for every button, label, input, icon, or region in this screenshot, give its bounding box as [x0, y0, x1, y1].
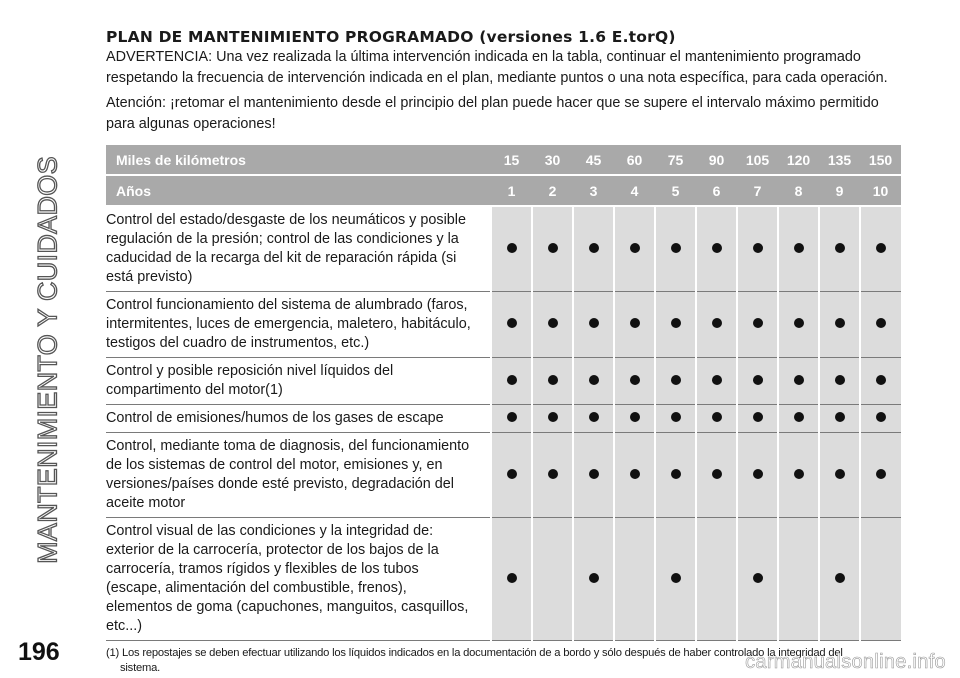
check-dot-icon: [835, 243, 845, 253]
check-dot-icon: [753, 469, 763, 479]
interval-cell: [696, 405, 737, 433]
check-dot-icon: [589, 573, 599, 583]
check-dot-icon: [835, 412, 845, 422]
check-dot-icon: [876, 469, 886, 479]
attention-paragraph: Atención: ¡retomar el mantenimiento desde el principio del plan puede hacer que se supere el intervalo máximo permitido para algunas operaciones!: [106, 95, 879, 132]
km-header-cell: 75: [655, 145, 696, 175]
interval-cell: [614, 518, 655, 641]
interval-cell: [860, 433, 901, 518]
year-header-cell: 8: [778, 175, 819, 206]
interval-cell: [696, 433, 737, 518]
interval-cell: [778, 206, 819, 292]
check-dot-icon: [835, 318, 845, 328]
interval-cell: [737, 518, 778, 641]
table-row: [106, 206, 901, 292]
interval-cell: [655, 405, 696, 433]
check-dot-icon: [507, 318, 517, 328]
page-content: [106, 28, 901, 676]
interval-cell: [819, 292, 860, 358]
check-dot-icon: [548, 412, 558, 422]
footnote-line-continued: sistema.: [120, 662, 161, 674]
check-dot-icon: [876, 412, 886, 422]
interval-cell: [614, 405, 655, 433]
check-dot-icon: [835, 573, 845, 583]
table-row: [106, 358, 901, 405]
year-header-cell: 10: [860, 175, 901, 206]
check-dot-icon: [753, 243, 763, 253]
km-header-cell: 120: [778, 145, 819, 175]
interval-cell: [737, 292, 778, 358]
km-header-cell: 135: [819, 145, 860, 175]
interval-cell: [491, 518, 532, 641]
interval-cell: [737, 358, 778, 405]
operation-text: Control funcionamiento del sistema de alumbrado (faros, intermitentes, luces de emergencia, maletero, habitáculo, testigos del cuadro de instrumentos, etc.): [106, 292, 491, 358]
km-header-label: Miles de kilómetros: [106, 145, 491, 175]
interval-cell: [655, 433, 696, 518]
check-dot-icon: [794, 469, 804, 479]
check-dot-icon: [507, 573, 517, 583]
interval-cell: [696, 358, 737, 405]
check-dot-icon: [835, 375, 845, 385]
interval-cell: [532, 405, 573, 433]
interval-cell: [532, 292, 573, 358]
interval-cell: [860, 405, 901, 433]
check-dot-icon: [589, 375, 599, 385]
interval-cell: [573, 206, 614, 292]
check-dot-icon: [671, 469, 681, 479]
check-dot-icon: [671, 412, 681, 422]
km-header-cell: 60: [614, 145, 655, 175]
interval-cell: [778, 433, 819, 518]
interval-cell: [737, 433, 778, 518]
interval-cell: [655, 206, 696, 292]
interval-cell: [532, 433, 573, 518]
interval-cell: [573, 518, 614, 641]
check-dot-icon: [671, 573, 681, 583]
check-dot-icon: [712, 469, 722, 479]
interval-cell: [532, 358, 573, 405]
check-dot-icon: [630, 469, 640, 479]
km-header-cell: 150: [860, 145, 901, 175]
check-dot-icon: [507, 243, 517, 253]
interval-cell: [737, 405, 778, 433]
footnote-line: (1) Los repostajes se deben efectuar utilizando los líquidos indicados en la documentación de a bordo y sólo después de haber controlado la integridad del: [106, 647, 843, 659]
years-header-row: [106, 175, 901, 206]
check-dot-icon: [630, 243, 640, 253]
interval-cell: [819, 433, 860, 518]
year-header-cell: 2: [532, 175, 573, 206]
maintenance-table: [106, 145, 901, 641]
check-dot-icon: [753, 375, 763, 385]
check-dot-icon: [589, 318, 599, 328]
year-header-cell: 9: [819, 175, 860, 206]
watermark: carmanualsonline.info: [745, 651, 946, 673]
interval-cell: [614, 433, 655, 518]
operation-text: Control de emisiones/humos de los gases de escape: [106, 405, 491, 433]
year-header-cell: 3: [573, 175, 614, 206]
section-side-tab: MANTENIMIENTO Y CUIDADOS: [32, 156, 63, 564]
check-dot-icon: [507, 375, 517, 385]
interval-cell: [819, 518, 860, 641]
interval-cell: [778, 358, 819, 405]
interval-cell: [655, 518, 696, 641]
interval-cell: [614, 206, 655, 292]
interval-cell: [655, 292, 696, 358]
interval-cell: [491, 405, 532, 433]
interval-cell: [819, 358, 860, 405]
year-header-cell: 7: [737, 175, 778, 206]
check-dot-icon: [548, 318, 558, 328]
interval-cell: [573, 405, 614, 433]
check-dot-icon: [630, 318, 640, 328]
km-header-cell: 45: [573, 145, 614, 175]
check-dot-icon: [589, 243, 599, 253]
interval-cell: [696, 206, 737, 292]
km-header-cell: 90: [696, 145, 737, 175]
check-dot-icon: [794, 318, 804, 328]
interval-cell: [573, 358, 614, 405]
check-dot-icon: [876, 318, 886, 328]
check-dot-icon: [671, 375, 681, 385]
check-dot-icon: [507, 469, 517, 479]
interval-cell: [696, 518, 737, 641]
check-dot-icon: [753, 412, 763, 422]
operation-text: Control, mediante toma de diagnosis, del funcionamiento de los sistemas de control del motor, emisiones y, en versiones/países donde esté previsto, degradación del aceite motor: [106, 433, 491, 518]
check-dot-icon: [548, 469, 558, 479]
check-dot-icon: [794, 412, 804, 422]
interval-cell: [778, 292, 819, 358]
km-header-cell: 105: [737, 145, 778, 175]
check-dot-icon: [753, 573, 763, 583]
check-dot-icon: [835, 469, 845, 479]
warning-paragraph: ADVERTENCIA: Una vez realizada la última intervención indicada en la tabla, continuar el mantenimiento programado respetando la frecuencia de intervención indicada en el plan, mediante puntos o una nota específica, para cada operación.: [106, 49, 888, 86]
interval-cell: [532, 518, 573, 641]
km-header-row: [106, 145, 901, 175]
check-dot-icon: [630, 375, 640, 385]
interval-cell: [778, 518, 819, 641]
check-dot-icon: [589, 469, 599, 479]
interval-cell: [491, 433, 532, 518]
year-header-cell: 5: [655, 175, 696, 206]
year-header-cell: 6: [696, 175, 737, 206]
check-dot-icon: [712, 375, 722, 385]
page-title: PLAN DE MANTENIMIENTO PROGRAMADO (versiones 1.6 E.torQ): [106, 28, 676, 46]
interval-cell: [860, 292, 901, 358]
table-row: [106, 405, 901, 433]
check-dot-icon: [630, 412, 640, 422]
operation-text: Control visual de las condiciones y la integridad de: exterior de la carrocería, protector de los bajos de la carrocería, tramos rígidos y flexibles de los tubos (escape, alimentación del combustible, frenos), elementos de goma (capuchones, manguitos, casquillos, etc...): [106, 518, 491, 641]
check-dot-icon: [794, 243, 804, 253]
interval-cell: [655, 358, 696, 405]
check-dot-icon: [753, 318, 763, 328]
check-dot-icon: [876, 243, 886, 253]
interval-cell: [819, 405, 860, 433]
km-header-cell: 15: [491, 145, 532, 175]
interval-cell: [737, 206, 778, 292]
check-dot-icon: [548, 375, 558, 385]
table-row: [106, 433, 901, 518]
interval-cell: [491, 358, 532, 405]
interval-cell: [819, 206, 860, 292]
year-header-cell: 1: [491, 175, 532, 206]
check-dot-icon: [712, 412, 722, 422]
interval-cell: [860, 518, 901, 641]
table-row: [106, 518, 901, 641]
operation-text: Control y posible reposición nivel líquidos del compartimento del motor(1): [106, 358, 491, 405]
check-dot-icon: [712, 318, 722, 328]
check-dot-icon: [794, 375, 804, 385]
table-row: [106, 292, 901, 358]
interval-cell: [614, 358, 655, 405]
interval-cell: [491, 292, 532, 358]
interval-cell: [614, 292, 655, 358]
check-dot-icon: [876, 375, 886, 385]
maintenance-table-body: [106, 206, 901, 641]
check-dot-icon: [548, 243, 558, 253]
interval-cell: [860, 206, 901, 292]
check-dot-icon: [671, 318, 681, 328]
interval-cell: [491, 206, 532, 292]
interval-cell: [532, 206, 573, 292]
check-dot-icon: [589, 412, 599, 422]
interval-cell: [573, 433, 614, 518]
year-header-cell: 4: [614, 175, 655, 206]
check-dot-icon: [507, 412, 517, 422]
km-header-cell: 30: [532, 145, 573, 175]
operation-text: Control del estado/desgaste de los neumáticos y posible regulación de la presión; control de las condiciones y la caducidad de la recarga del kit de reparación rápida (si está previsto): [106, 206, 491, 292]
years-header-label: Años: [106, 175, 491, 206]
check-dot-icon: [712, 243, 722, 253]
interval-cell: [696, 292, 737, 358]
check-dot-icon: [671, 243, 681, 253]
interval-cell: [778, 405, 819, 433]
interval-cell: [573, 292, 614, 358]
interval-cell: [860, 358, 901, 405]
page-number: 196: [18, 638, 60, 666]
